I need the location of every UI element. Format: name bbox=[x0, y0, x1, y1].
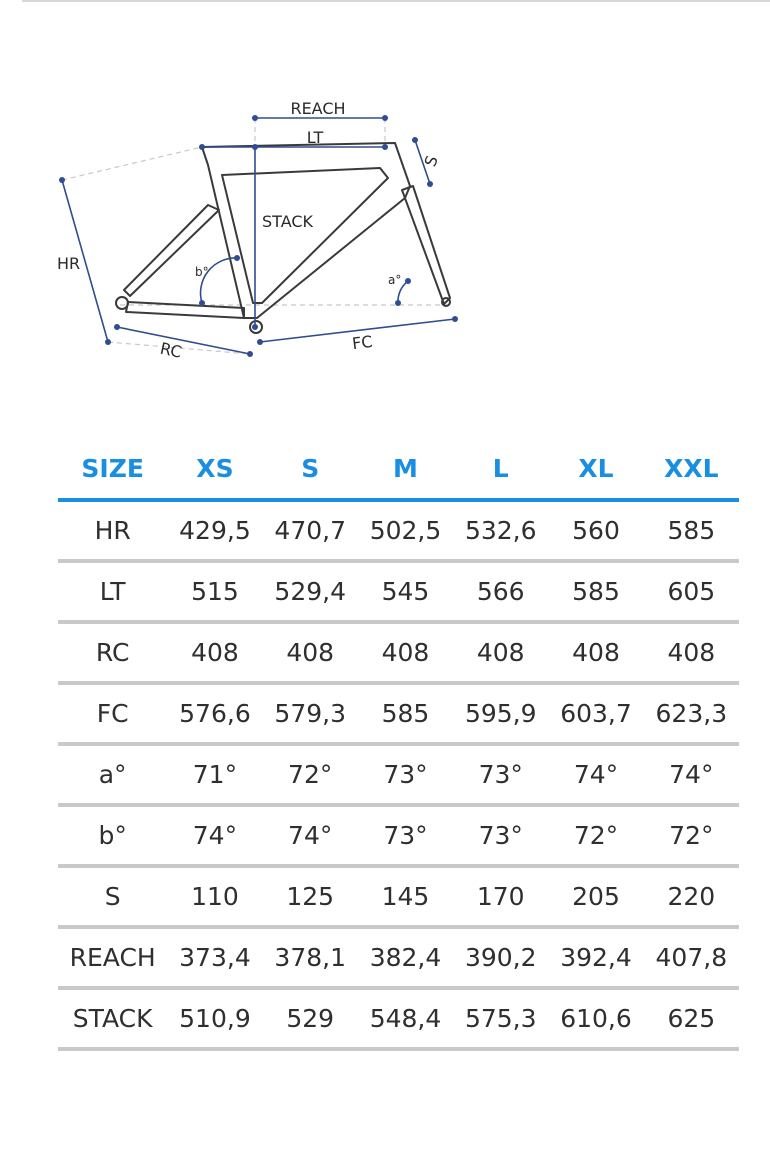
table-cell: 470,7 bbox=[263, 500, 358, 561]
row-label: a° bbox=[58, 744, 167, 805]
header-xs: XS bbox=[167, 438, 262, 500]
table-cell: 532,6 bbox=[453, 500, 548, 561]
row-label: RC bbox=[58, 622, 167, 683]
table-cell: 502,5 bbox=[358, 500, 453, 561]
table-cell: 74° bbox=[644, 744, 739, 805]
table-cell: 595,9 bbox=[453, 683, 548, 744]
label-b-angle: b° bbox=[195, 265, 209, 279]
header-l: L bbox=[453, 438, 548, 500]
table-cell: 529,4 bbox=[263, 561, 358, 622]
table-cell: 529 bbox=[263, 988, 358, 1049]
table-cell: 73° bbox=[453, 744, 548, 805]
table-cell: 605 bbox=[644, 561, 739, 622]
table-cell: 579,3 bbox=[263, 683, 358, 744]
table-cell: 515 bbox=[167, 561, 262, 622]
table-cell: 125 bbox=[263, 866, 358, 927]
row-label: b° bbox=[58, 805, 167, 866]
header-size: SIZE bbox=[58, 438, 167, 500]
table-cell: 73° bbox=[358, 744, 453, 805]
header-s: S bbox=[263, 438, 358, 500]
table-cell: 429,5 bbox=[167, 500, 262, 561]
table-cell: 408 bbox=[263, 622, 358, 683]
table-row bbox=[58, 622, 739, 683]
table-cell: 408 bbox=[167, 622, 262, 683]
table-cell: 623,3 bbox=[644, 683, 739, 744]
table-cell: 408 bbox=[358, 622, 453, 683]
table-cell: 74° bbox=[548, 744, 643, 805]
label-hr: HR bbox=[57, 254, 81, 273]
table-cell: 170 bbox=[453, 866, 548, 927]
table-cell: 548,4 bbox=[358, 988, 453, 1049]
label-s: S bbox=[420, 153, 442, 170]
label-fc: FC bbox=[350, 331, 374, 354]
table-cell: 110 bbox=[167, 866, 262, 927]
table-cell: 73° bbox=[453, 805, 548, 866]
row-label: STACK bbox=[58, 988, 167, 1049]
table-header-row bbox=[58, 438, 739, 500]
label-a-angle: a° bbox=[388, 273, 402, 287]
header-xxl: XXL bbox=[644, 438, 739, 500]
table-cell: 220 bbox=[644, 866, 739, 927]
table-cell: 73° bbox=[358, 805, 453, 866]
label-rc: RC bbox=[158, 338, 184, 362]
table-cell: 205 bbox=[548, 866, 643, 927]
table-cell: 585 bbox=[548, 561, 643, 622]
frame-geometry-diagram bbox=[0, 0, 770, 420]
label-stack: STACK bbox=[262, 212, 314, 231]
table-cell: 74° bbox=[167, 805, 262, 866]
table-cell: 373,4 bbox=[167, 927, 262, 988]
table-cell: 408 bbox=[644, 622, 739, 683]
row-label: S bbox=[58, 866, 167, 927]
table-row bbox=[58, 927, 739, 988]
table-cell: 378,1 bbox=[263, 927, 358, 988]
table-cell: 74° bbox=[263, 805, 358, 866]
header-xl: XL bbox=[548, 438, 643, 500]
table-row bbox=[58, 561, 739, 622]
table-cell: 71° bbox=[167, 744, 262, 805]
table-cell: 566 bbox=[453, 561, 548, 622]
table-row bbox=[58, 805, 739, 866]
row-label: HR bbox=[58, 500, 167, 561]
table-cell: 585 bbox=[644, 500, 739, 561]
table-row bbox=[58, 866, 739, 927]
table-row bbox=[58, 744, 739, 805]
table-cell: 72° bbox=[644, 805, 739, 866]
table-row bbox=[58, 683, 739, 744]
table-cell: 390,2 bbox=[453, 927, 548, 988]
table-cell: 560 bbox=[548, 500, 643, 561]
table-cell: 382,4 bbox=[358, 927, 453, 988]
table-cell: 610,6 bbox=[548, 988, 643, 1049]
table-cell: 407,8 bbox=[644, 927, 739, 988]
table-cell: 603,7 bbox=[548, 683, 643, 744]
table-row bbox=[58, 500, 739, 561]
header-m: M bbox=[358, 438, 453, 500]
table-cell: 72° bbox=[263, 744, 358, 805]
table-cell: 145 bbox=[358, 866, 453, 927]
table-cell: 576,6 bbox=[167, 683, 262, 744]
table-cell: 392,4 bbox=[548, 927, 643, 988]
table-cell: 510,9 bbox=[167, 988, 262, 1049]
table-row bbox=[58, 988, 739, 1049]
geometry-table bbox=[58, 438, 739, 1051]
table-cell: 408 bbox=[548, 622, 643, 683]
table-cell: 545 bbox=[358, 561, 453, 622]
measurement-lines bbox=[62, 118, 455, 354]
label-reach: REACH bbox=[290, 99, 346, 118]
row-label: REACH bbox=[58, 927, 167, 988]
row-label: FC bbox=[58, 683, 167, 744]
table-cell: 625 bbox=[644, 988, 739, 1049]
table-cell: 575,3 bbox=[453, 988, 548, 1049]
table-cell: 408 bbox=[453, 622, 548, 683]
table-cell: 72° bbox=[548, 805, 643, 866]
row-label: LT bbox=[58, 561, 167, 622]
label-lt: LT bbox=[306, 128, 324, 147]
table-cell: 585 bbox=[358, 683, 453, 744]
